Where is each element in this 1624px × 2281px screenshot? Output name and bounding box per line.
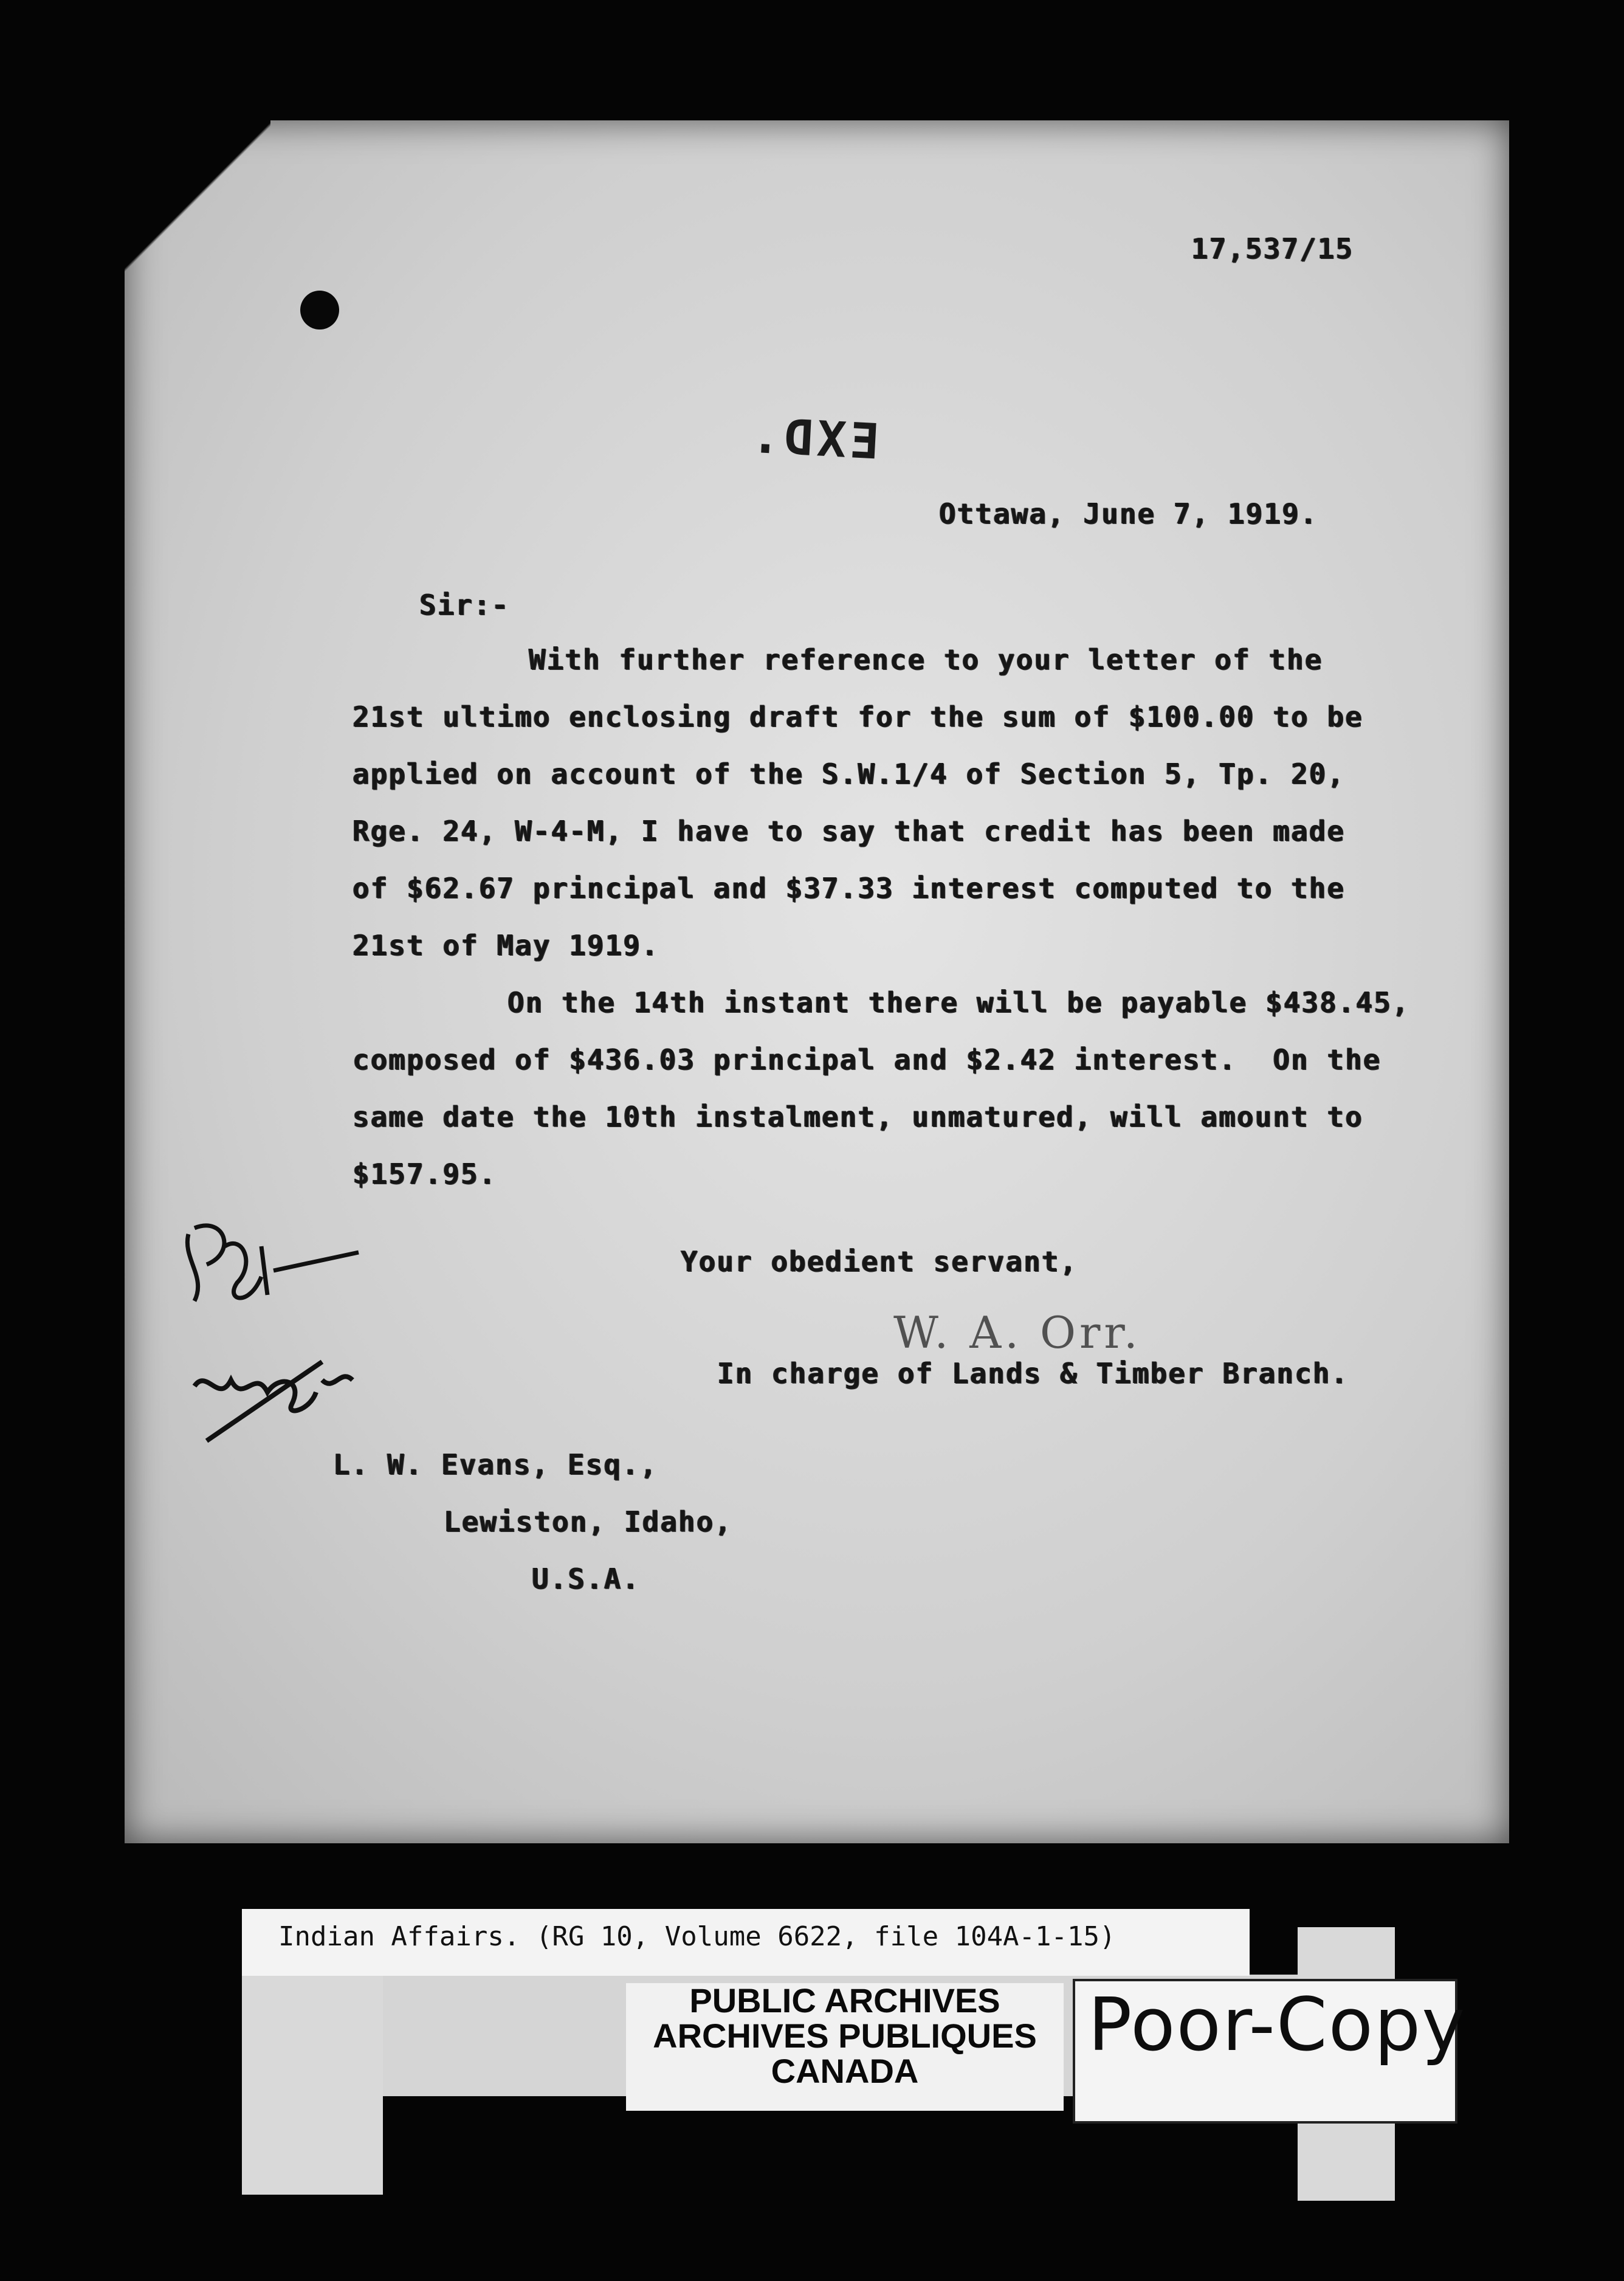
salutation: Sir:- xyxy=(419,588,510,621)
file-number: 17,537/15 xyxy=(1191,232,1354,265)
source-text: Indian Affairs. (RG 10, Volume 6622, file 104A-1-15) xyxy=(278,1921,1116,1952)
body-line: applied on account of the S.W.1/4 of Section 5, Tp. 20, xyxy=(353,757,1346,790)
address-line: L. W. Evans, Esq., xyxy=(333,1448,658,1481)
punch-hole xyxy=(300,291,339,330)
address-line: U.S.A. xyxy=(532,1562,641,1595)
received-stamp: EXD. xyxy=(746,407,881,471)
archives-label xyxy=(626,1983,1064,2089)
body-line: 21st ultimo enclosing draft for the sum of $100.00 to be xyxy=(353,700,1363,733)
body-line: 21st of May 1919. xyxy=(353,929,659,962)
letter-date: Ottawa, June 7, 1919. xyxy=(939,497,1318,530)
source-label xyxy=(242,1909,1250,1976)
torn-corner xyxy=(125,120,270,364)
address-line: Lewiston, Idaho, xyxy=(444,1505,733,1538)
closing: Your obedient servant, xyxy=(681,1245,1078,1278)
body-line: composed of $436.03 principal and $2.42 interest. On the xyxy=(353,1043,1381,1076)
letter-page xyxy=(125,120,1509,1843)
body-line: $157.95. xyxy=(353,1158,497,1190)
body-line: Rge. 24, W-4-M, I have to say that credit has been made xyxy=(353,815,1346,847)
signature: W. A. Orr. xyxy=(893,1307,1141,1358)
archives-line: CANADA xyxy=(771,2052,919,2090)
archives-line: ARCHIVES PUBLIQUES xyxy=(653,2017,1037,2055)
signer-title: In charge of Lands & Timber Branch. xyxy=(717,1357,1349,1390)
body-line: With further reference to your letter of the xyxy=(529,643,1323,676)
quality-note: Poor-Copy xyxy=(1088,1983,1467,2068)
body-line: On the 14th instant there will be payable $438.45, xyxy=(507,986,1410,1019)
body-line: of $62.67 principal and $37.33 interest computed to the xyxy=(353,872,1346,905)
archives-line: PUBLIC ARCHIVES xyxy=(689,1981,1000,2020)
body-line: same date the 10th instalment, unmatured, will amount to xyxy=(353,1100,1363,1133)
